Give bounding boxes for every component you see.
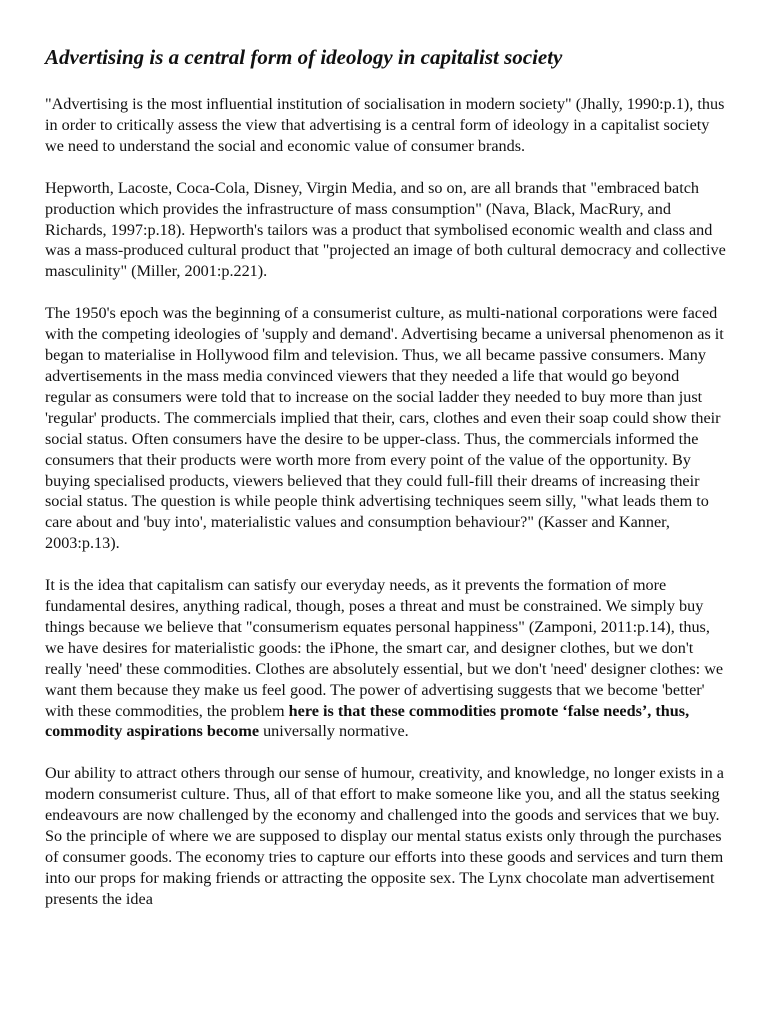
paragraph-5: Our ability to attract others through our sense of humour, creativity, and knowledge, no longer exists in a modern consumerist culture. Thus, all of that effort to make someone like you, and all the status seeking endeavours are now challenged by the economy and challenged into the goods and services that we buy. So the principle of where we are supposed to display our mental status exists only through the purchases of consumer goods. The economy tries to capture our efforts into these goods and services and turn them into our props for making friends or attracting the opposite sex. The Lynx chocolate man advertisement presents the idea — [45, 764, 724, 908]
paragraph-3: The 1950's epoch was the beginning of a consumerist culture, as multi-national corporations were faced with the competing ideologies of 'supply and demand'. Advertising became a universal phenomenon as it began to materialise in Hollywood film and television. Thus, we all became passive consumers. Many advertisements in the mass media convinced viewers that they needed a life that would go beyond regular as consumers were told that to increase on the social ladder they needed to buy more than just 'regular' products. The commercials implied that their, cars, clothes and even their soap could show their social status. Often consumers have the desire to be upper-class. Thus, the commercials informed the consumers that their products were worth more from every point of the value of the opportunity. By buying specialised products, viewers believed that they could full-fill their dreams of increasing their social status. The question is while people think advertising techniques seem silly, "what leads them to care about and 'buy into', materialistic values and consumption behaviour?" (Kasser and Kanner, 2003:p.13). — [45, 304, 724, 553]
document-title: Advertising is a central form of ideology in capitalist society — [45, 45, 563, 69]
paragraph-4 — [45, 575, 728, 742]
paragraph-4-bold-text: here is that these commodities promote ‘false needs’, thus, commodity aspirations become — [45, 701, 690, 741]
paragraph-2: Hepworth, Lacoste, Coca-Cola, Disney, Virgin Media, and so on, are all brands that "embraced batch production which provides the infrastructure of mass consumption" (Nava, Black, MacRury, and Richards, 1997:p.18). Hepworth's tailors was a product that symbolised economic wealth and class and was a mass-produced cultural product that "projected an image of both cultural democracy and collective masculinity" (Miller, 2001:p.221). — [45, 178, 726, 281]
paragraph-1: "Advertising is the most influential institution of socialisation in modern society" (Jhally, 1990:p.1), thus in order to critically assess the view that advertising is a central form of ideology in a capitalist society we need to understand the social and economic value of consumer brands. — [45, 95, 725, 155]
paragraph-4-text-start: It is the idea that capitalism can satisfy our everyday needs, as it prevents the formation of more fundamental desires, anything radical, though, poses a threat and must be constrained. We simply buy things because we believe that "consumerism equates personal happiness" (Zamponi, 2011:p.14), thus, we have desires for materialistic goods: the iPhone, the smart car, and designer clothes, but we don't really 'need' these commodities. Clothes are absolutely essential, but we don't 'need' designer clothes: we want them because they make us feel good. The power of advertising suggests that we become 'better' with these commodities, the problem — [45, 576, 724, 720]
paragraph-4-text-end: universally normative. — [259, 722, 409, 741]
